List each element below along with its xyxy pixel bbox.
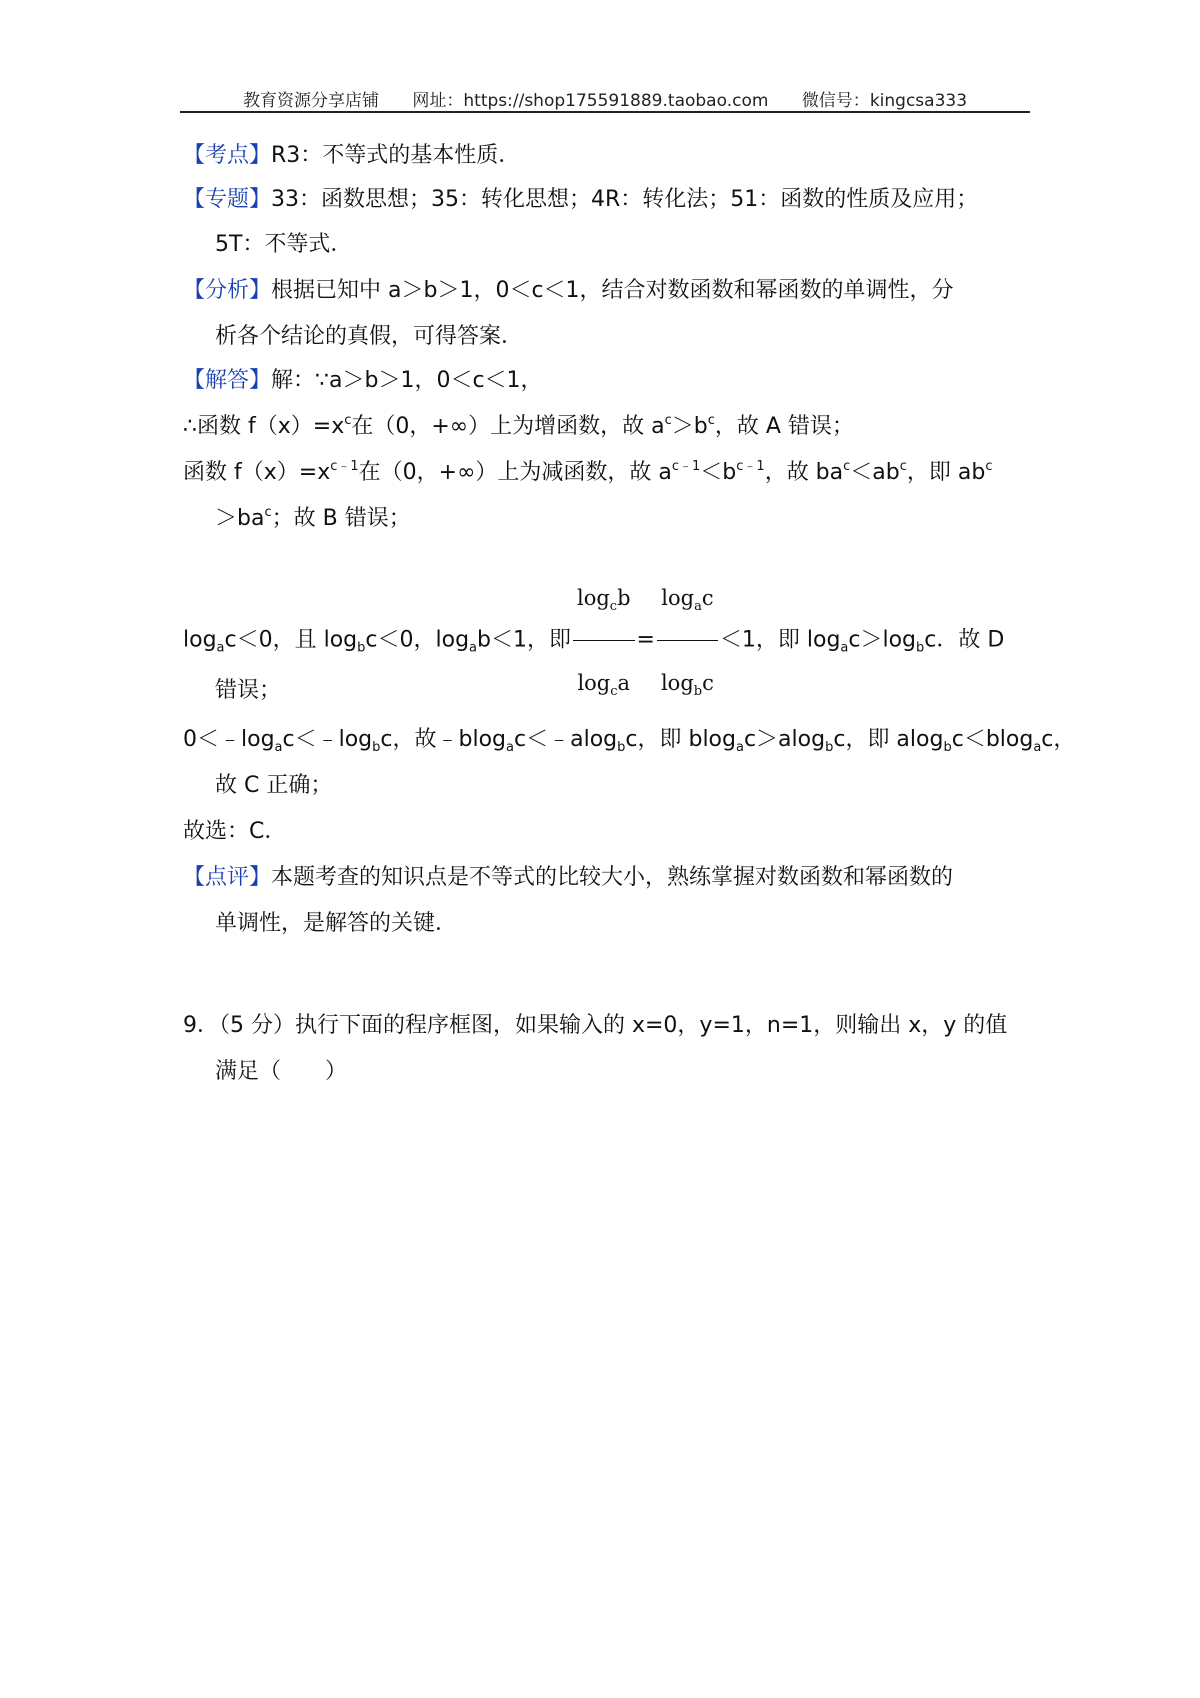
question9-line-1: 9．（5 分）执行下面的程序框图，如果输入的 x=0，y=1，n=1，则输出 x，y 的值 [183,1013,1008,1038]
zhuanti-tag: 【专题】 [183,187,272,212]
fraction-1: $\frac{\log_cb}{\log_ca}$ [573,558,635,723]
kaodian-line [183,141,1033,171]
shop-url: 网址：https://shop175591889.taobao.com [412,91,769,111]
fraction-2: $\frac{\log_ac}{\log_bc}$ [657,558,718,723]
kaodian-tag: 【考点】 [183,143,272,168]
header-rule [180,111,1030,113]
jieda-line-5: $\log_ac<0$，且 $\log_bc<0$，$\log_ab<1$，即 $\frac{\log_cb}{\log_ca}$ = $\frac{\log_ac}{\log_bc}$ ＜1，即 $\log_ac>\log_bc$．故 D [183,558,1033,638]
jieda-tag: 【解答】 [183,368,272,393]
shop-name: 教育资源分享店铺 [242,91,379,111]
jieda-line-6: 错误； [215,678,282,703]
dianping-line-1 [183,863,1033,893]
jieda-line-8: 故 C 正确； [215,773,333,798]
jieda-line-4: $>ba^c$；故 B 错误； [215,505,411,531]
kaodian-text: R3：不等式的基本性质． [271,143,521,168]
dianping-line-2: 单调性，是解答的关键． [215,911,458,936]
zhuanti-text-1: 33：函数思想；35：转化思想；4R：转化法；51：函数的性质及应用； [271,187,979,212]
dianping-text-1: 本题考查的知识点是不等式的比较大小，熟练掌握对数函数和幂函数的 [271,865,954,890]
jieda-line-1 [183,366,1033,396]
fenxi-tag: 【分析】 [183,278,272,303]
jieda-text-1: 解：∵a＞b＞1，0＜c＜1， [271,368,543,393]
fenxi-line-2: 析各个结论的真假，可得答案． [215,324,524,349]
dianping-tag: 【点评】 [183,865,272,890]
jieda-line-9: 故选：C． [183,819,287,844]
page-header [180,86,1030,111]
jieda-line-3: 函数 $f(x)=x^{c﹣1}$在（0，+∞）上为减函数，故 $a^{c﹣1}<b^{c﹣1}$，故 $ba^c<ab^c$，即 $ab^c$ [183,459,993,485]
jieda-line-7: $0<﹣\log_ac<﹣\log_bc$，故﹣blog$_a$c＜﹣alog$_b$c，即 blog$_a$c＞alog$_b$c，即 alog$_b$c＜blog$_a$c， [183,727,1076,755]
fenxi-text-1: 根据已知中 a＞b＞1，0＜c＜1，结合对数函数和幂函数的单调性，分 [271,278,954,303]
zhuanti-line-1 [183,185,1033,215]
question9-line-2: 满足（ ） [215,1059,348,1084]
jieda-line-2: ∴函数 $f(x)=x^c$在（0，+∞）上为增函数，故 $a^c>b^c$，故 A 错误； [183,413,854,439]
zhuanti-line-2: 5T：不等式． [215,232,353,257]
wechat-id: 微信号：kingcsa333 [801,91,968,111]
fenxi-line-1 [183,276,1033,306]
